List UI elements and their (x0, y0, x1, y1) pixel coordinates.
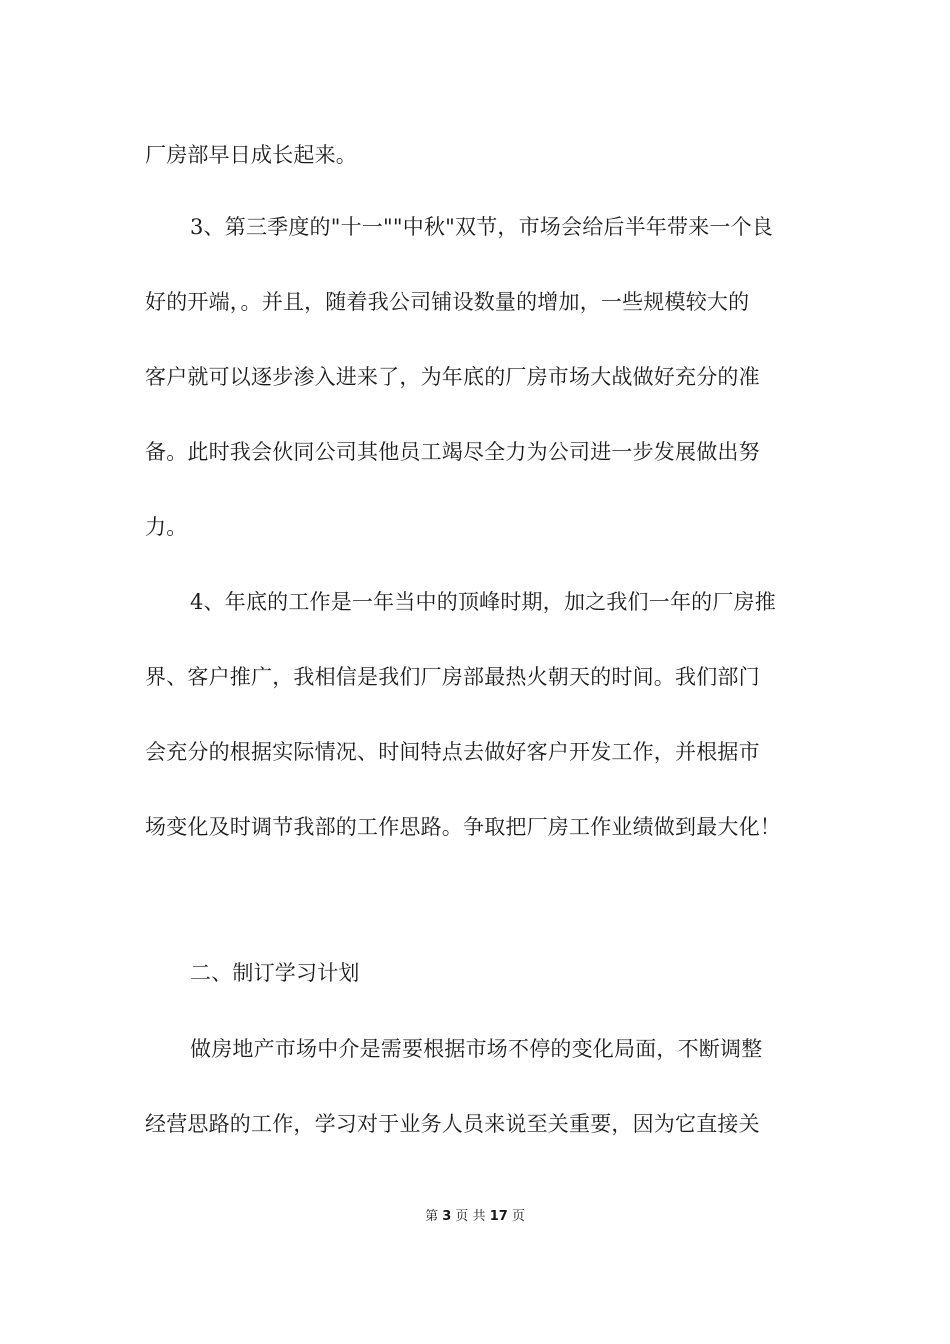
paragraph-line: 厂房部早日成长起来。 (145, 143, 357, 167)
footer-suffix: 页 (511, 1209, 525, 1224)
paragraph-line: 界、客户推广，我相信是我们厂房部最热火朝天的时间。我们部门 (145, 665, 760, 689)
paragraph-line: 好的开端，。并且，随着我公司铺设数量的增加，一些规模较大的 (145, 290, 750, 314)
footer-prefix: 第 (425, 1209, 439, 1224)
paragraph-line: 会充分的根据实际情况、时间特点去做好客户开发工作，并根据市 (145, 740, 760, 764)
paragraph-line: 3、第三季度的"十一""中秋"双节，市场会给后半年带来一个良 (190, 215, 773, 239)
footer-page-number: 3 (442, 1209, 452, 1224)
paragraph-line: 客户就可以逐步渗入进来了，为年底的厂房市场大战做好充分的准 (145, 365, 760, 389)
paragraph-line: 做房地产市场中介是需要根据市场不停的变化局面，不断调整 (190, 1037, 763, 1061)
paragraph-line: 备。此时我会伙同公司其他员工竭尽全力为公司进一步发展做出努 (145, 440, 760, 464)
paragraph-line: 场变化及时调节我部的工作思路。争取把厂房工作业绩做到最大化！ (145, 815, 781, 839)
footer-mid: 页 共 (455, 1209, 486, 1224)
paragraph-line: 经营思路的工作，学习对于业务人员来说至关重要，因为它直接关 (145, 1112, 760, 1136)
paragraph-line: 4、年底的工作是一年当中的顶峰时期，加之我们一年的厂房推 (190, 590, 776, 614)
footer-total-pages: 17 (489, 1209, 508, 1224)
section-heading: 二、制订学习计划 (190, 961, 360, 985)
paragraph-line: 力。 (145, 515, 188, 539)
page-footer (0, 1208, 950, 1226)
